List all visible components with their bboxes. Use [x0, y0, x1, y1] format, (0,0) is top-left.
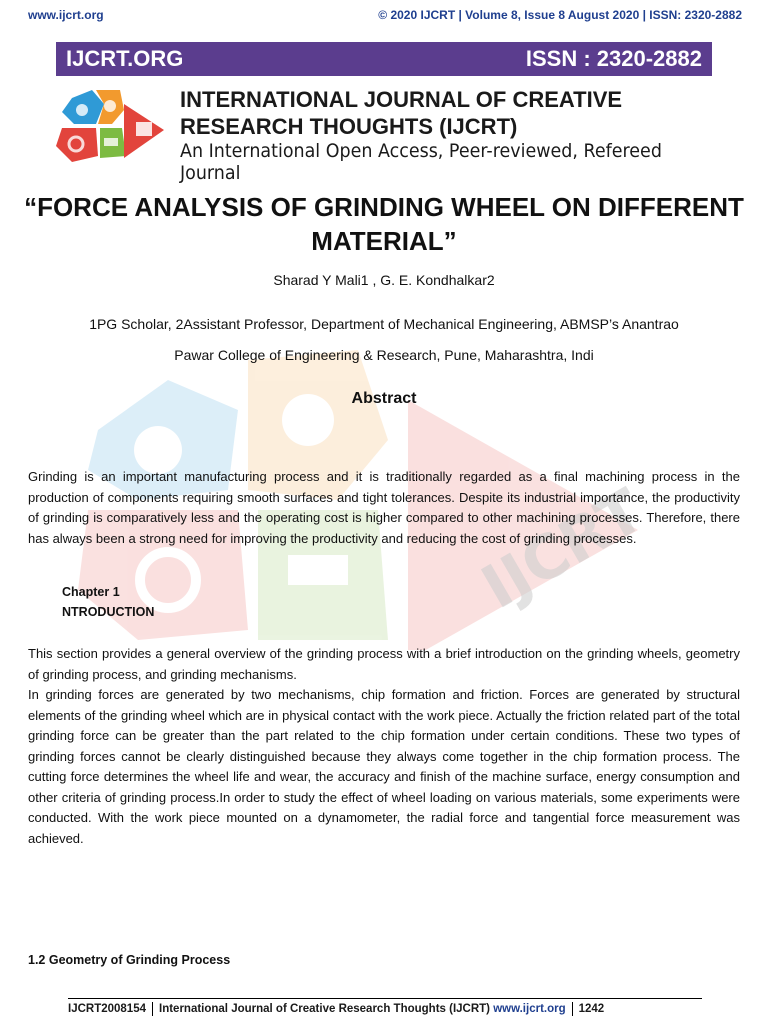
paper-title-line2: MATERIAL”: [311, 226, 457, 256]
paper-title-line1: “FORCE ANALYSIS OF GRINDING WHEEL ON DIFFERENT: [24, 192, 744, 222]
footer-url[interactable]: www.ijcrt.org: [493, 1003, 566, 1016]
banner-site: IJCRT.ORG: [66, 46, 184, 71]
journal-subtitle: An International Open Access, Peer-reviewed, Refereed Journal: [180, 140, 662, 184]
issue-info: © 2020 IJCRT | Volume 8, Issue 8 August 2020 | ISSN: 2320-2882: [378, 8, 742, 22]
chapter-title: NTRODUCTION: [62, 605, 155, 619]
journal-title-line2: RESEARCH THOUGHTS (IJCRT): [180, 114, 518, 139]
footer-divider: [68, 998, 702, 999]
banner-issn: ISSN : 2320-2882: [525, 46, 702, 71]
footer-journal-name: International Journal of Creative Research Thoughts (IJCRT): [159, 1003, 490, 1016]
authors: Sharad Y Mali1 , G. E. Kondhalkar2: [273, 272, 495, 288]
journal-title: [180, 86, 622, 140]
footer-separator: [152, 1002, 153, 1016]
affiliation-line2: Pawar College of Engineering & Research, Pune, Maharashtra, Indi: [174, 347, 594, 363]
intro-paragraph-2: In grinding forces are generated by two mechanisms, chip formation and friction. Forces are generated by structural elements of the grinding wheel which are in physical contact with the work piece. Actually the friction related part of the total grinding force can be greater than the part related to the chip formation under certain conditions. These two types of grinding forces cannot be clearly distinguished because they always come together in the chip formation process. The cutting force determines the wheel life and wear, the accuracy and finish of the machine surface, energy consumption and other criteria of grinding process.In order to study the effect of wheel loading on various materials, some experiments were conducted. With the work piece mounted on a dynamometer, the radial force and tangential force measurement was achieved.: [28, 687, 740, 846]
ijcrt-logo-icon: [52, 86, 168, 166]
site-link[interactable]: www.ijcrt.org: [28, 8, 104, 22]
footer-page-number: 1242: [578, 1003, 605, 1016]
intro-paragraph-1: This section provides a general overview of the grinding process with a brief introduction on the grinding wheels, geometry of grinding process, and grinding mechanisms.: [28, 646, 740, 682]
abstract-heading: Abstract: [351, 390, 417, 407]
chapter-label: Chapter 1: [62, 585, 120, 599]
watermark-text: IJCRT: [470, 475, 656, 623]
footer: [68, 1002, 702, 1016]
journal-title-line1: INTERNATIONAL JOURNAL OF CREATIVE: [180, 87, 623, 112]
affiliation-line1: 1PG Scholar, 2Assistant Professor, Department of Mechanical Engineering, ABMSP’s Anantrao: [89, 316, 679, 332]
journal-banner: [56, 42, 712, 76]
footer-paper-id: IJCRT2008154: [68, 1003, 146, 1016]
footer-separator: [572, 1002, 573, 1016]
paper-title: [0, 190, 768, 258]
section-heading: 1.2 Geometry of Grinding Process: [28, 953, 231, 967]
abstract-text: Grinding is an important manufacturing process and it is traditionally regarded as a final machining process in the production of components requiring smooth surfaces and tight tolerances. Despite its industrial importance, the productivity of grinding is comparatively less and the operating cost is higher compared to other machining processes. Therefore, there has always been a strong need for improving the productivity and reducing the cost of grinding processes.: [28, 469, 740, 546]
